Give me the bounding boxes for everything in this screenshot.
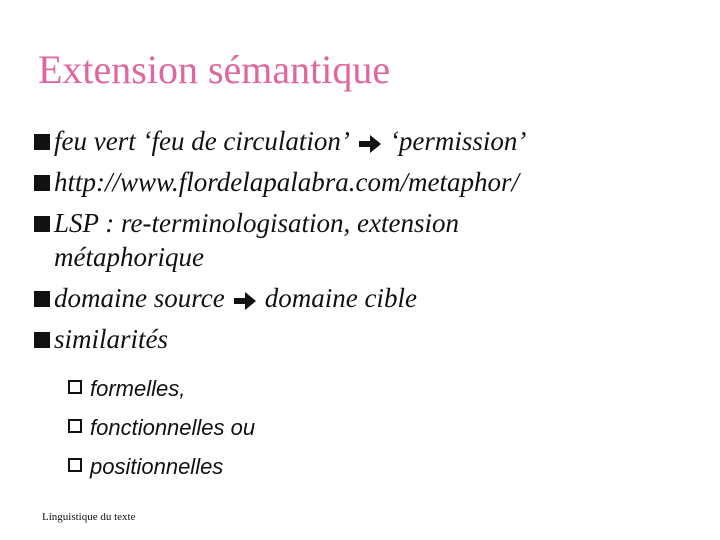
hollow-square-bullet-icon <box>68 458 82 472</box>
bullet-item <box>34 165 694 199</box>
bullet-text: similarités <box>54 324 169 354</box>
sub-bullet-text: fonctionnelles ou <box>90 415 256 440</box>
bullet-text: domaine source <box>54 283 225 313</box>
square-bullet-icon <box>34 291 50 307</box>
bullet-item <box>34 281 694 315</box>
url-text: http://www.flordelapalabra.com/metaphor/ <box>54 167 519 197</box>
sub-bullet-text: positionnelles <box>90 454 224 479</box>
square-bullet-icon <box>34 175 50 191</box>
sub-bullet-item <box>68 454 255 480</box>
bullet-text-line: LSP : re-terminologisation, extension <box>54 208 459 238</box>
bullet-text-line: métaphorique <box>54 242 204 272</box>
bullet-item <box>34 124 694 158</box>
sub-bullet-list <box>68 376 255 493</box>
square-bullet-icon <box>34 216 50 232</box>
bullet-text: ‘permission’ <box>389 126 527 156</box>
hollow-square-bullet-icon <box>68 419 82 433</box>
bullet-text: feu vert ‘feu de circulation’ <box>54 126 350 156</box>
bullet-text: domaine cible <box>264 283 417 313</box>
hollow-square-bullet-icon <box>68 380 82 394</box>
bullet-list <box>34 124 694 363</box>
square-bullet-icon <box>34 332 50 348</box>
bullet-item <box>34 206 694 274</box>
sub-bullet-text: formelles, <box>90 376 186 401</box>
sub-bullet-item <box>68 376 255 402</box>
slide-title: Extension sémantique <box>38 47 391 92</box>
slide-footer: Linguistique du texte <box>42 511 136 523</box>
right-arrow-icon <box>233 291 257 311</box>
sub-bullet-item <box>68 415 255 441</box>
right-arrow-icon <box>358 134 382 154</box>
square-bullet-icon <box>34 134 50 150</box>
bullet-item <box>34 322 694 356</box>
